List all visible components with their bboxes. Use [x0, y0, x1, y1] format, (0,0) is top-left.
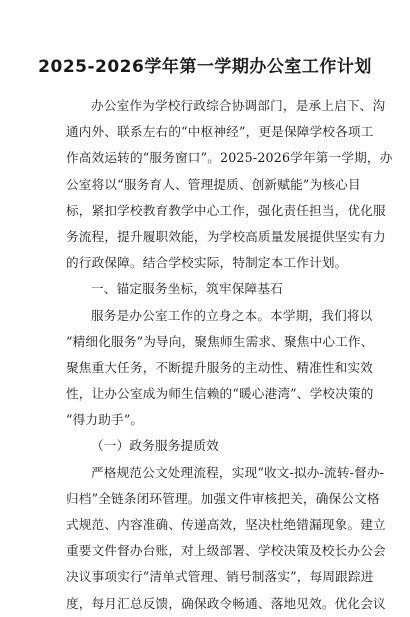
text-line: “得力助手”。: [66, 412, 144, 428]
text-line: 作高效运转的“服务窗口”。2025-2026学年第一学期，办: [66, 150, 393, 166]
text-line: 通内外、联系左右的“中枢神经”，更是保障学校各项工: [66, 124, 374, 140]
text-line: 一、锚定服务坐标，筑牢保障基石: [91, 281, 283, 297]
document-title: 2025-2026学年第一学期办公室工作计划: [38, 57, 372, 77]
text-line: 性，让办公室成为师生信赖的“暖心港湾”、学校决策的: [66, 386, 374, 402]
text-line: 严格规范公文处理流程，实现“收文-拟办-流转-督办-: [91, 464, 385, 480]
text-line: （一）政务服务提质效: [91, 438, 219, 454]
text-line: 决议事项实行“清单式管理、销号制落实”，每周跟踪进: [66, 569, 374, 585]
document-body: [66, 93, 393, 617]
text-line: 公室将以“服务育人、管理提质、创新赋能”为核心目: [66, 176, 361, 192]
text-line: 度，每月汇总反馈，确保政令畅通、落地见效。优化会议: [66, 595, 386, 611]
text-line: 式规范、内容准确、传递高效，坚决杜绝错漏现象。建立: [66, 517, 386, 532]
text-line: 归档”全链条闭环管理。加强文件审核把关，确保公文格: [66, 490, 380, 506]
text-line: 服务是办公室工作的立身之本。本学期，我们将以: [91, 307, 373, 323]
text-line: 重要文件督办台账，对上级部署、学校决策及校长办公会: [66, 543, 386, 559]
text-line: 务流程，提升履职效能，为学校高质量发展提供坚实有力: [66, 228, 386, 244]
text-line: 的行政保障。结合学校实际，特制定本工作计划。: [66, 255, 348, 271]
text-line: “精细化服务”为导向，聚焦师生需求、聚焦中心工作、: [66, 333, 374, 349]
text-line: 标，紧扣学校教育教学中心工作，强化责任担当，优化服: [66, 202, 386, 218]
text-line: 聚焦重大任务，不断提升服务的主动性、精准性和实效: [66, 359, 374, 375]
text-line: 办公室作为学校行政综合协调部门，是承上启下、沟: [91, 98, 386, 113]
